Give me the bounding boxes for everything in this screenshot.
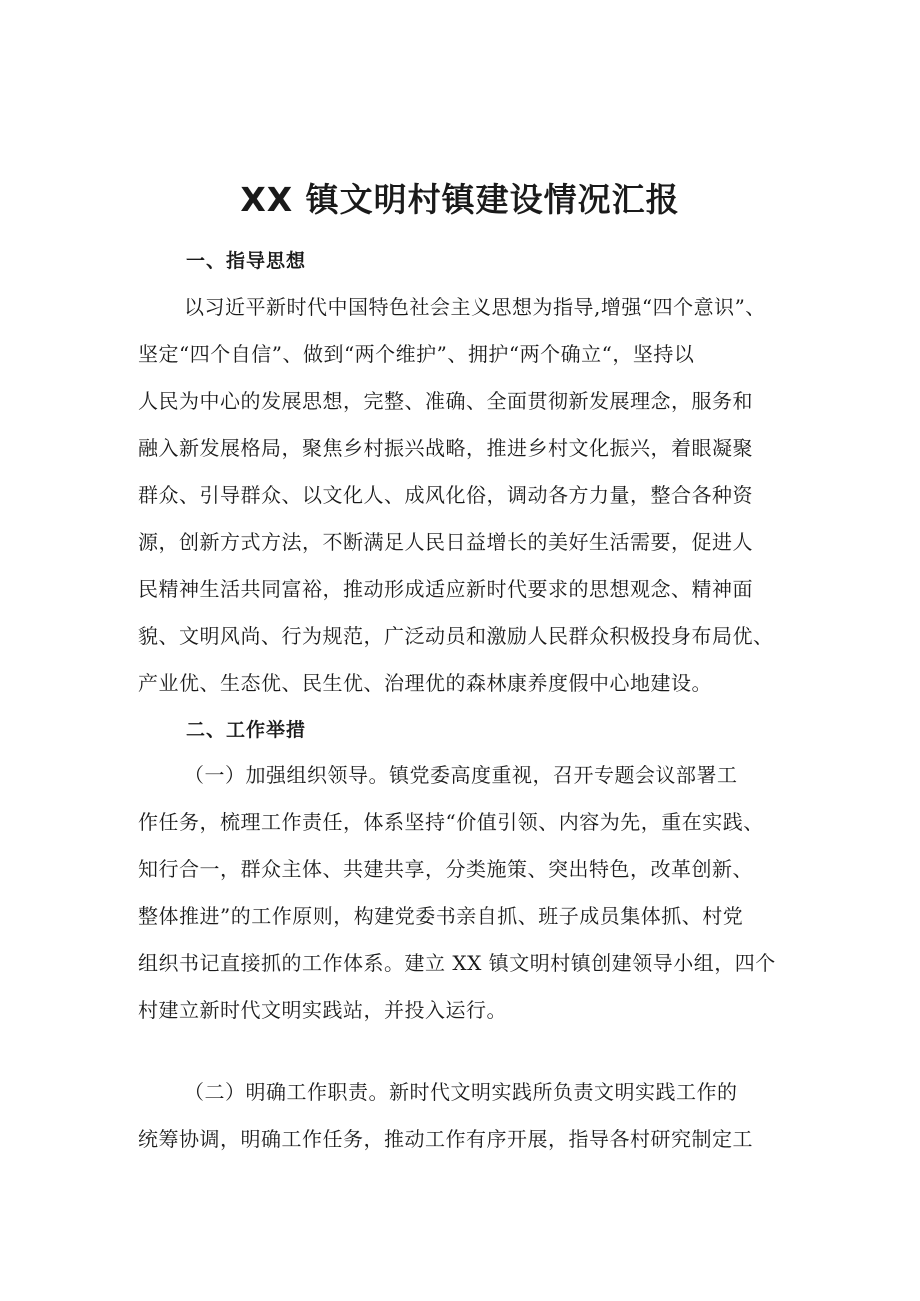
paragraph-line: 统筹协调，明确工作任务，推动工作有序开展，指导各村研究制定工 bbox=[138, 1127, 753, 1151]
paragraph-work-responsibilities bbox=[138, 1069, 798, 1163]
paragraph-line: 知行合一，群众主体、共建共享，分类施策、突出特色，改革创新、 bbox=[138, 857, 753, 881]
paragraph-line: （二）明确工作职责。新时代文明实践所负责文明实践工作的 bbox=[184, 1080, 738, 1104]
paragraph-line: 产业优、生态优、民生优、治理优的森林康养度假中心地建设。 bbox=[138, 671, 712, 695]
section-heading-work-measures: 二、工作举措 bbox=[186, 719, 307, 741]
paragraph-line: 貌、文明风尚、行为规范，广泛动员和激励人民群众积极投身布局优、 bbox=[138, 624, 774, 648]
paragraph-line: 作任务，梳理工作责任，体系坚持“价值引领、内容为先，重在实践、 bbox=[138, 810, 764, 834]
paragraph-line: 组织书记直接抓的工作体系。建立 XX 镇文明村镇创建领导小组，四个 bbox=[138, 951, 776, 975]
paragraph-line: （一）加强组织领导。镇党委高度重视，召开专题会议部署工 bbox=[184, 763, 738, 787]
paragraph-line: 民精神生活共同富裕，推动形成适应新时代要求的思想观念、精神面 bbox=[138, 577, 753, 601]
paragraph-line: 人民为中心的发展思想，完整、准确、全面贯彻新发展理念，服务和 bbox=[138, 389, 753, 413]
paragraph-line: 坚定“四个自信”、做到“两个维护”、拥护“两个确立“，坚持以 bbox=[138, 342, 695, 366]
paragraph-line: 群众、引导群众、以文化人、成风化俗，调动各方力量，整合各种资 bbox=[138, 483, 753, 507]
paragraph-line: 融入新发展格局，聚焦乡村振兴战略，推进乡村文化振兴，着眼凝聚 bbox=[138, 436, 753, 460]
paragraph-line: 村建立新时代文明实践站，并投入运行。 bbox=[138, 998, 507, 1022]
section-heading-guiding-ideology: 一、指导思想 bbox=[186, 250, 307, 272]
paragraph-guiding-ideology bbox=[138, 284, 798, 707]
paragraph-line: 整体推进”的工作原则，构建党委书亲自抓、班子成员集体抓、村党 bbox=[138, 904, 744, 928]
paragraph-line: 以习近平新时代中国特色社会主义思想为指导,增强“四个意识”、 bbox=[184, 295, 766, 319]
paragraph-organizational-leadership bbox=[138, 752, 798, 1034]
document-title: XX 镇文明村镇建设情况汇报 bbox=[240, 180, 680, 219]
paragraph-line: 源，创新方式方法，不断满足人民日益增长的美好生活需要，促进人 bbox=[138, 530, 753, 554]
